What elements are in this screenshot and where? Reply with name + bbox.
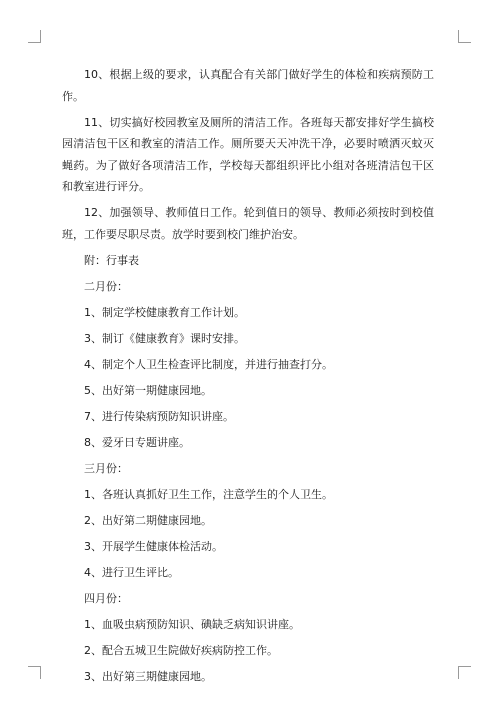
crop-mark-bottom-left — [28, 666, 41, 679]
crop-mark-top-left — [28, 30, 41, 43]
march-item: 2、出好第二期健康园地。 — [84, 513, 212, 527]
february-item: 4、制定个人卫生检查评比制度，并进行抽查打分。 — [84, 357, 333, 371]
march-heading: 三月份： — [84, 461, 128, 475]
crop-mark-top-right — [458, 30, 471, 43]
april-item: 2、配合五城卫生院做好疾病防控工作。 — [84, 643, 278, 657]
april-item: 3、出好第三期健康园地。 — [84, 669, 212, 683]
paragraph-10: 10、根据上级的要求，认真配合有关部门做好学生的体检和疾病预防工作。 — [62, 68, 434, 103]
february-item: 1、制定学校健康教育工作计划。 — [84, 305, 245, 319]
april-item: 1、血吸虫病预防知识、碘缺乏病知识讲座。 — [84, 617, 300, 631]
document-body — [62, 64, 434, 692]
february-heading: 二月份： — [84, 279, 128, 293]
march-item: 1、各班认真抓好卫生工作，注意学生的个人卫生。 — [84, 487, 333, 501]
february-item: 3、制订《健康教育》课时安排。 — [84, 331, 245, 345]
april-heading: 四月份： — [84, 591, 128, 605]
february-item: 7、进行传染病预防知识讲座。 — [84, 409, 234, 423]
crop-mark-bottom-right — [458, 666, 471, 679]
paragraph-12: 12、加强领导、教师值日工作。轮到值日的领导、教师必须按时到校值班，工作要尽职尽责。放学时要到校门维护治安。 — [62, 206, 434, 241]
february-item: 5、出好第一期健康园地。 — [84, 383, 212, 397]
march-item: 3、开展学生健康体检活动。 — [84, 539, 223, 553]
february-item: 8、爱牙日专题讲座。 — [84, 435, 190, 449]
march-item: 4、进行卫生评比。 — [84, 565, 179, 579]
paragraph-11: 11、切实搞好校园教室及厕所的清洁工作。各班每天都安排好学生搞校园清洁包干区和教室的清洁工作。厕所要天天冲洗干净，必要时喷洒灭蚊灭蝇药。为了做好各项清洁工作，学校每天都组织评比小组对各班清洁包干区和教室进行评分。 — [62, 115, 434, 193]
appendix-title: 附：行事表 — [84, 253, 139, 267]
